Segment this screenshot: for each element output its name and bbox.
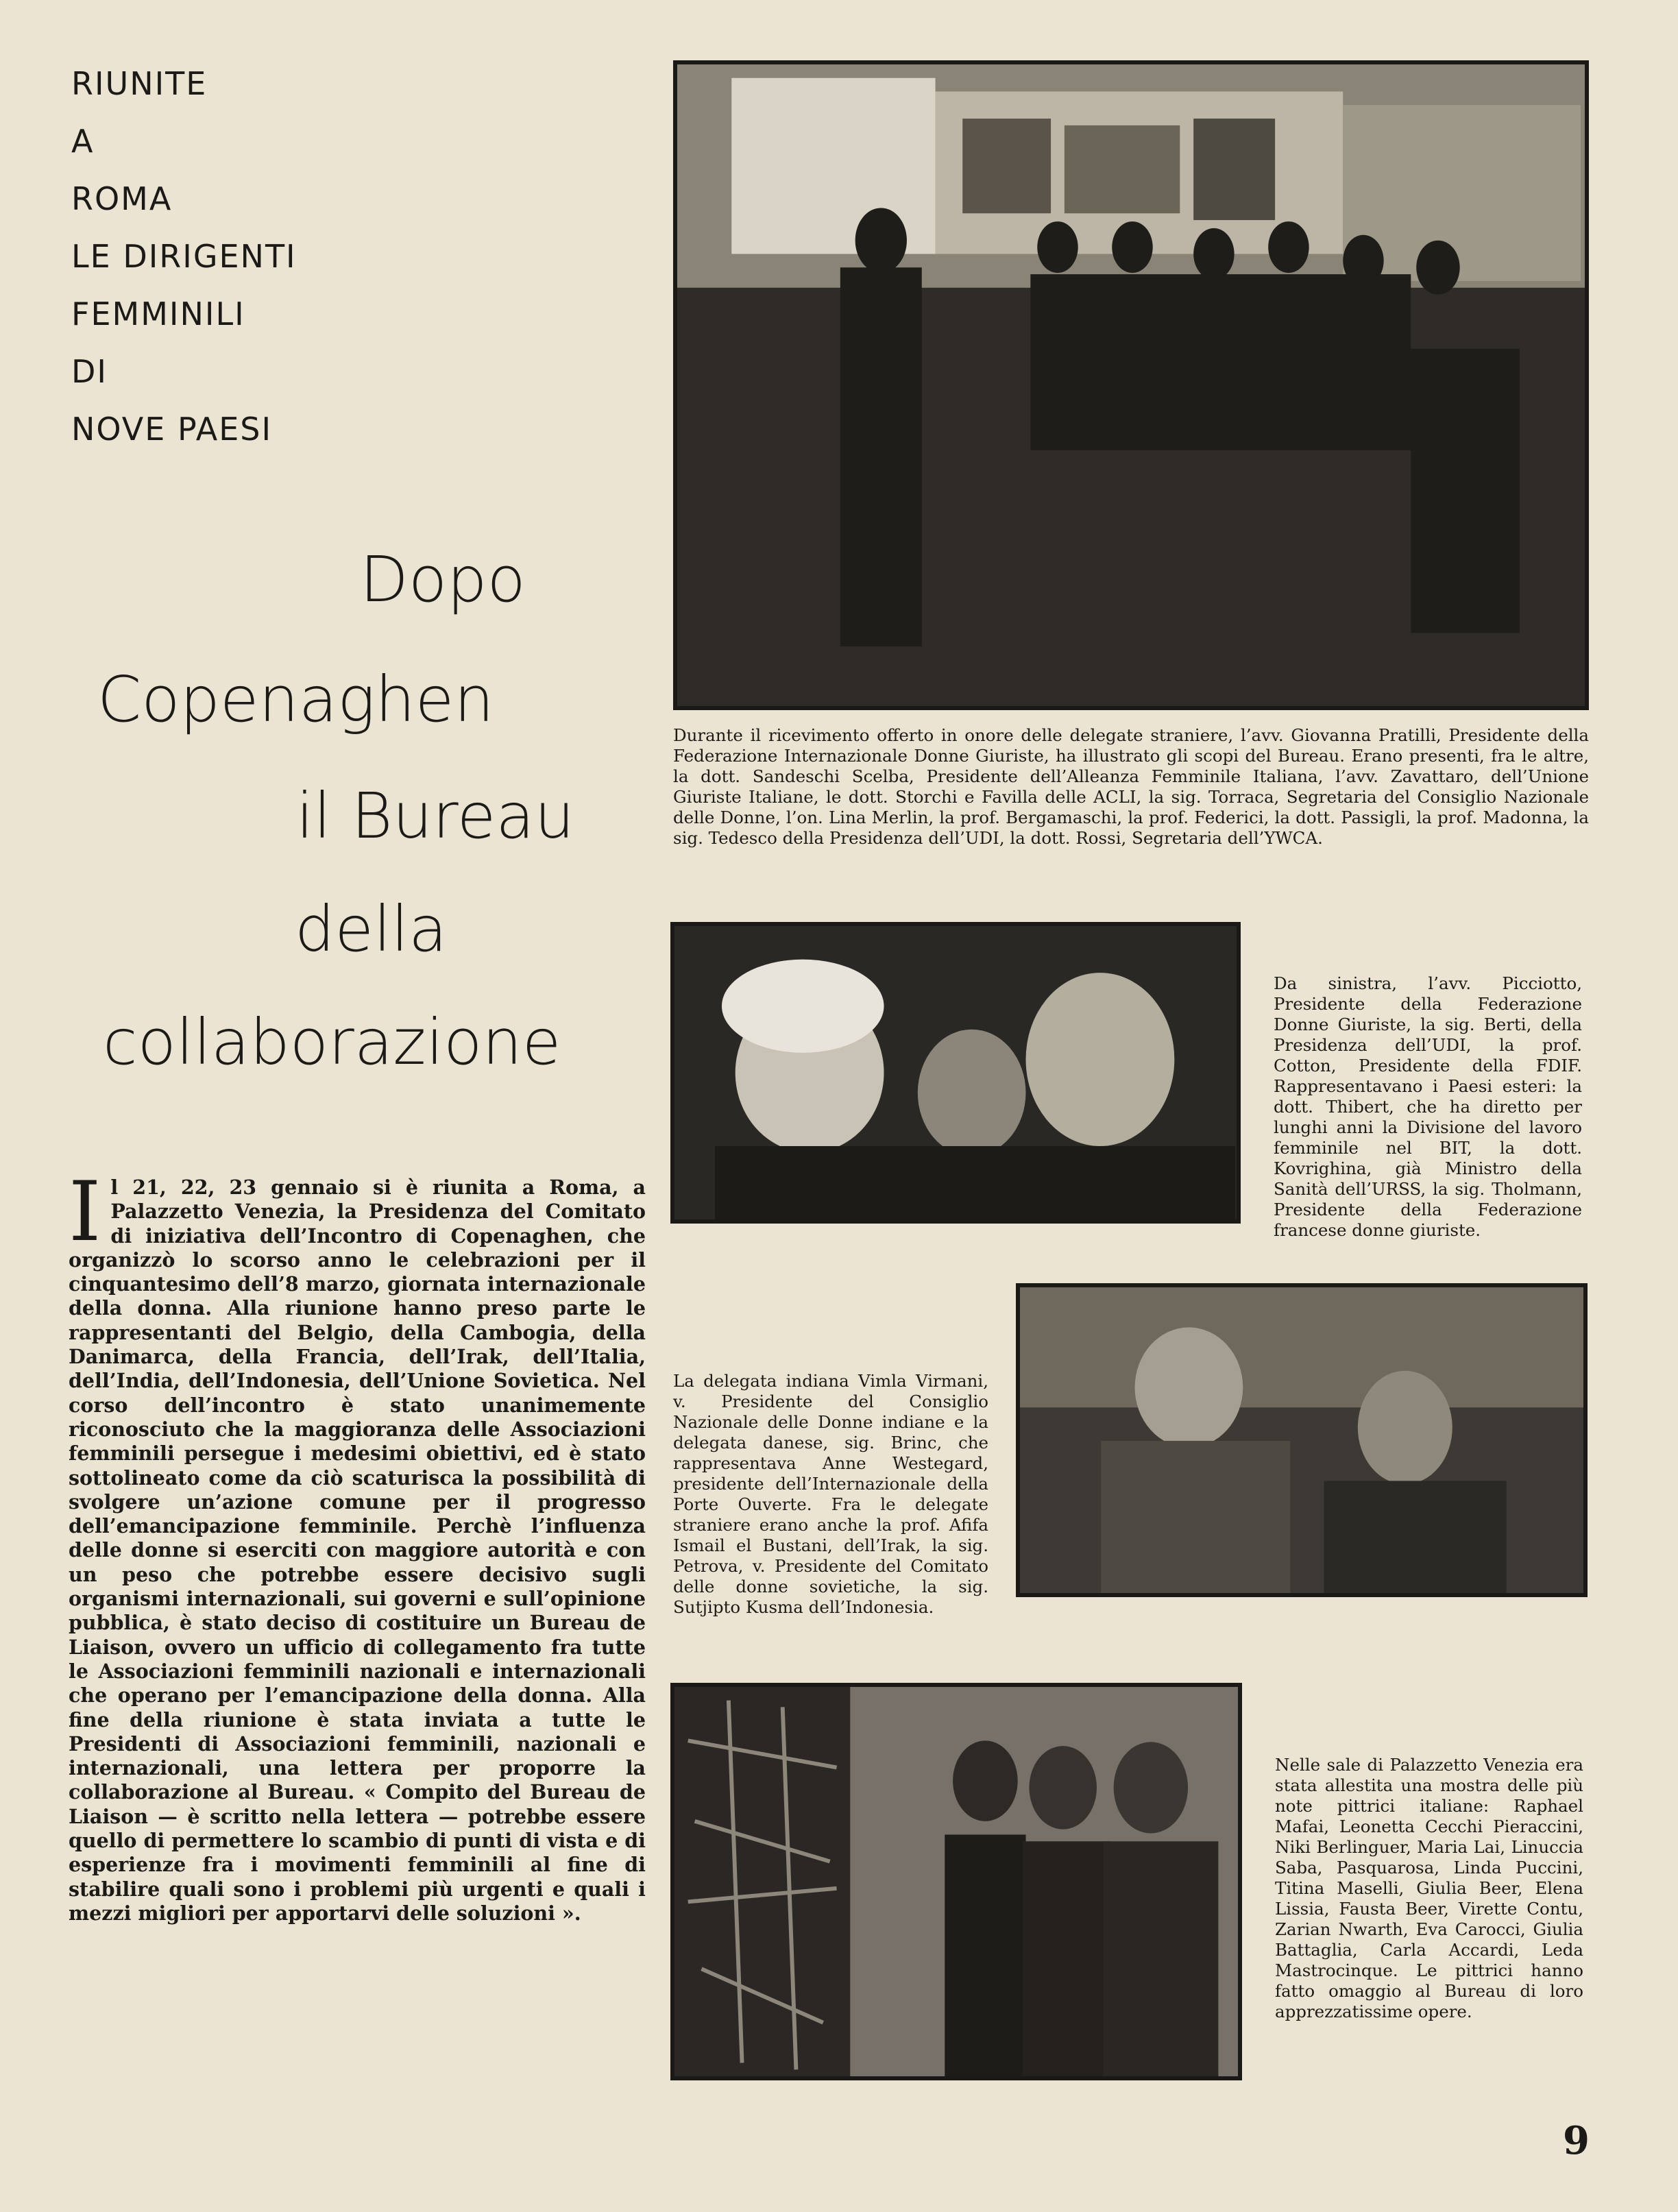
kicker	[71, 55, 428, 458]
kicker-line: ROMA	[71, 180, 173, 217]
reception-caption: Durante il ricevimento offerto in onore delle delegate straniere, l’avv. Giovanna Pratilli, Presidente della Federazione Internazionale Donne Giuriste, ha illustrato gli scopi del Bureau. Erano presenti, fra le altre, la dott. Sandeschi Scelba, Presidente dell’Alleanza Femminile Italiana, l’avv. Zavattaro, dell’Unione Giuriste Italiane, le dott. Storchi e Favilla delle ACLI, la sig. Torraca, Segretaria del Consiglio Nazionale delle Donne, l’on. Lina Merlin, la prof. Bergamaschi, la prof. Federici, la dott. Passigli, la prof. Madonna, la sig. Tedesco della Presidenza dell’UDI, la dott. Rossi, Segretaria dell’YWCA.	[673, 725, 1589, 848]
kicker-line: RIUNITE	[71, 65, 208, 102]
article-text: l 21, 22, 23 gennaio si è riunita a Roma, a Palazzetto Venezia, la Presidenza del Comitato di iniziativa dell’Incontro di Copenaghen, che organizzò lo scorso anno le celebrazioni per il cinquantesimo dell’8 marzo, giornata internazionale della donna. Alla riunione hanno preso parte le rappresentanti del Belgio, della Cambogia, della Danimarca, della Francia, dell’Irak, dell’Italia, dell’India, dell’Indonesia, dell’Unione Sovietica. Nel corso dell’incontro è stato unanimemente riconosciuto che la maggioranza delle Associazioni femminili persegue i medesimi obiettivi, ed è stato sottolineato come da ciò scaturisca la possibilità di svolgere un’azione comune per il progresso dell’emancipazione femminile. Perchè l’influenza delle donne si eserciti con maggiore autorità e con un peso che potrebbe essere decisivo sugli organismi internazionali, sui governi e sull’opinione pubblica, è stato deciso di costituire un Bureau de Liaison, ovvero un ufficio di collegamento fra tutte le Associazioni femminili nazionali e internazionali che operano per l’emancipazione della donna. Alla fine della riunione è stata inviata a tutte le Presidenti di Associazioni femminili, nazionali e internazionali, una lettera per proporre la collaborazione al Bureau. « Compito del Bureau de Liaison — è scritto nella lettera — potrebbe essere quello di permettere lo scambio di punti di vista e di esperienze fra i movimenti femminili al fine di stabilire quali sono i problemi più urgenti e quali i mezzi migliori per apportarvi delle soluzioni ».	[69, 1176, 646, 1925]
kicker-line: LE DIRIGENTI	[71, 238, 297, 275]
exhibition-caption: Nelle sale di Palazzetto Venezia era stata allestita una mostra delle più note pittrici italiane: Raphael Mafai, Leonetta Cecchi Pieraccini, Niki Berlinguer, Maria Lai, Linuccia Saba, Pasquarosa, Linda Puccini, Titina Maselli, Giulia Beer, Elena Lissia, Fausta Beer, Virette Contu, Zarian Nwarth, Eva Carocci, Giulia Battaglia, Carla Accardi, Leda Mastrocinque. Le pittrici hanno fatto omaggio al Bureau di loro apprezzatissime opere.	[1275, 1755, 1583, 2021]
headline-line: Copenaghen	[97, 663, 494, 736]
drop-cap: I	[69, 1165, 101, 1260]
kicker-line: DI	[71, 353, 108, 390]
exhibition-photo	[670, 1683, 1242, 2080]
kicker-line: A	[71, 123, 95, 160]
kicker-line: FEMMINILI	[71, 295, 245, 332]
page-number: 9	[1563, 2118, 1590, 2163]
headline-line: Dopo	[360, 543, 526, 616]
headline-line: della	[295, 892, 448, 966]
headline-line: il Bureau	[296, 779, 575, 853]
indian-delegate-caption: La delegata indiana Vimla Virmani, v. Presidente del Consiglio Nazionale delle Donne indiane e la delegata danese, sig. Brinc, che rappresentava Anne Westegard, presidente dell’Internazionale della Porte Ouverte. Fra le delegate straniere erano anche la prof. Afifa Ismail el Bustani, dell’Irak, la sig. Petrova, v. Presidente del Comitato delle donne sovietiche, la sig. Sutjipto Kusma dell’Indonesia.	[673, 1371, 988, 1617]
headline-line: collaborazione	[103, 1006, 561, 1079]
kicker-line: NOVE PAESI	[71, 411, 273, 448]
indian-delegate-photo	[1016, 1283, 1588, 1597]
delegates-photo	[670, 922, 1241, 1224]
delegates-caption: Da sinistra, l’avv. Picciotto, Presidente della Federazione Donne Giuriste, la sig. Berti, della Presidenza dell’UDI, la prof. Cotton, Presidente della FDIF. Rappresentavano i Paesi esteri: la dott. Thibert, che ha diretto per lunghi anni la Divisione del lavoro femminile nel BIT, la dott. Kovrighina, già Ministro della Sanità dell’URSS, la sig. Tholmann, Presidente della Federazione francese donne giuriste.	[1274, 973, 1582, 1240]
article-body	[69, 1165, 646, 1925]
reception-photo	[673, 60, 1589, 710]
